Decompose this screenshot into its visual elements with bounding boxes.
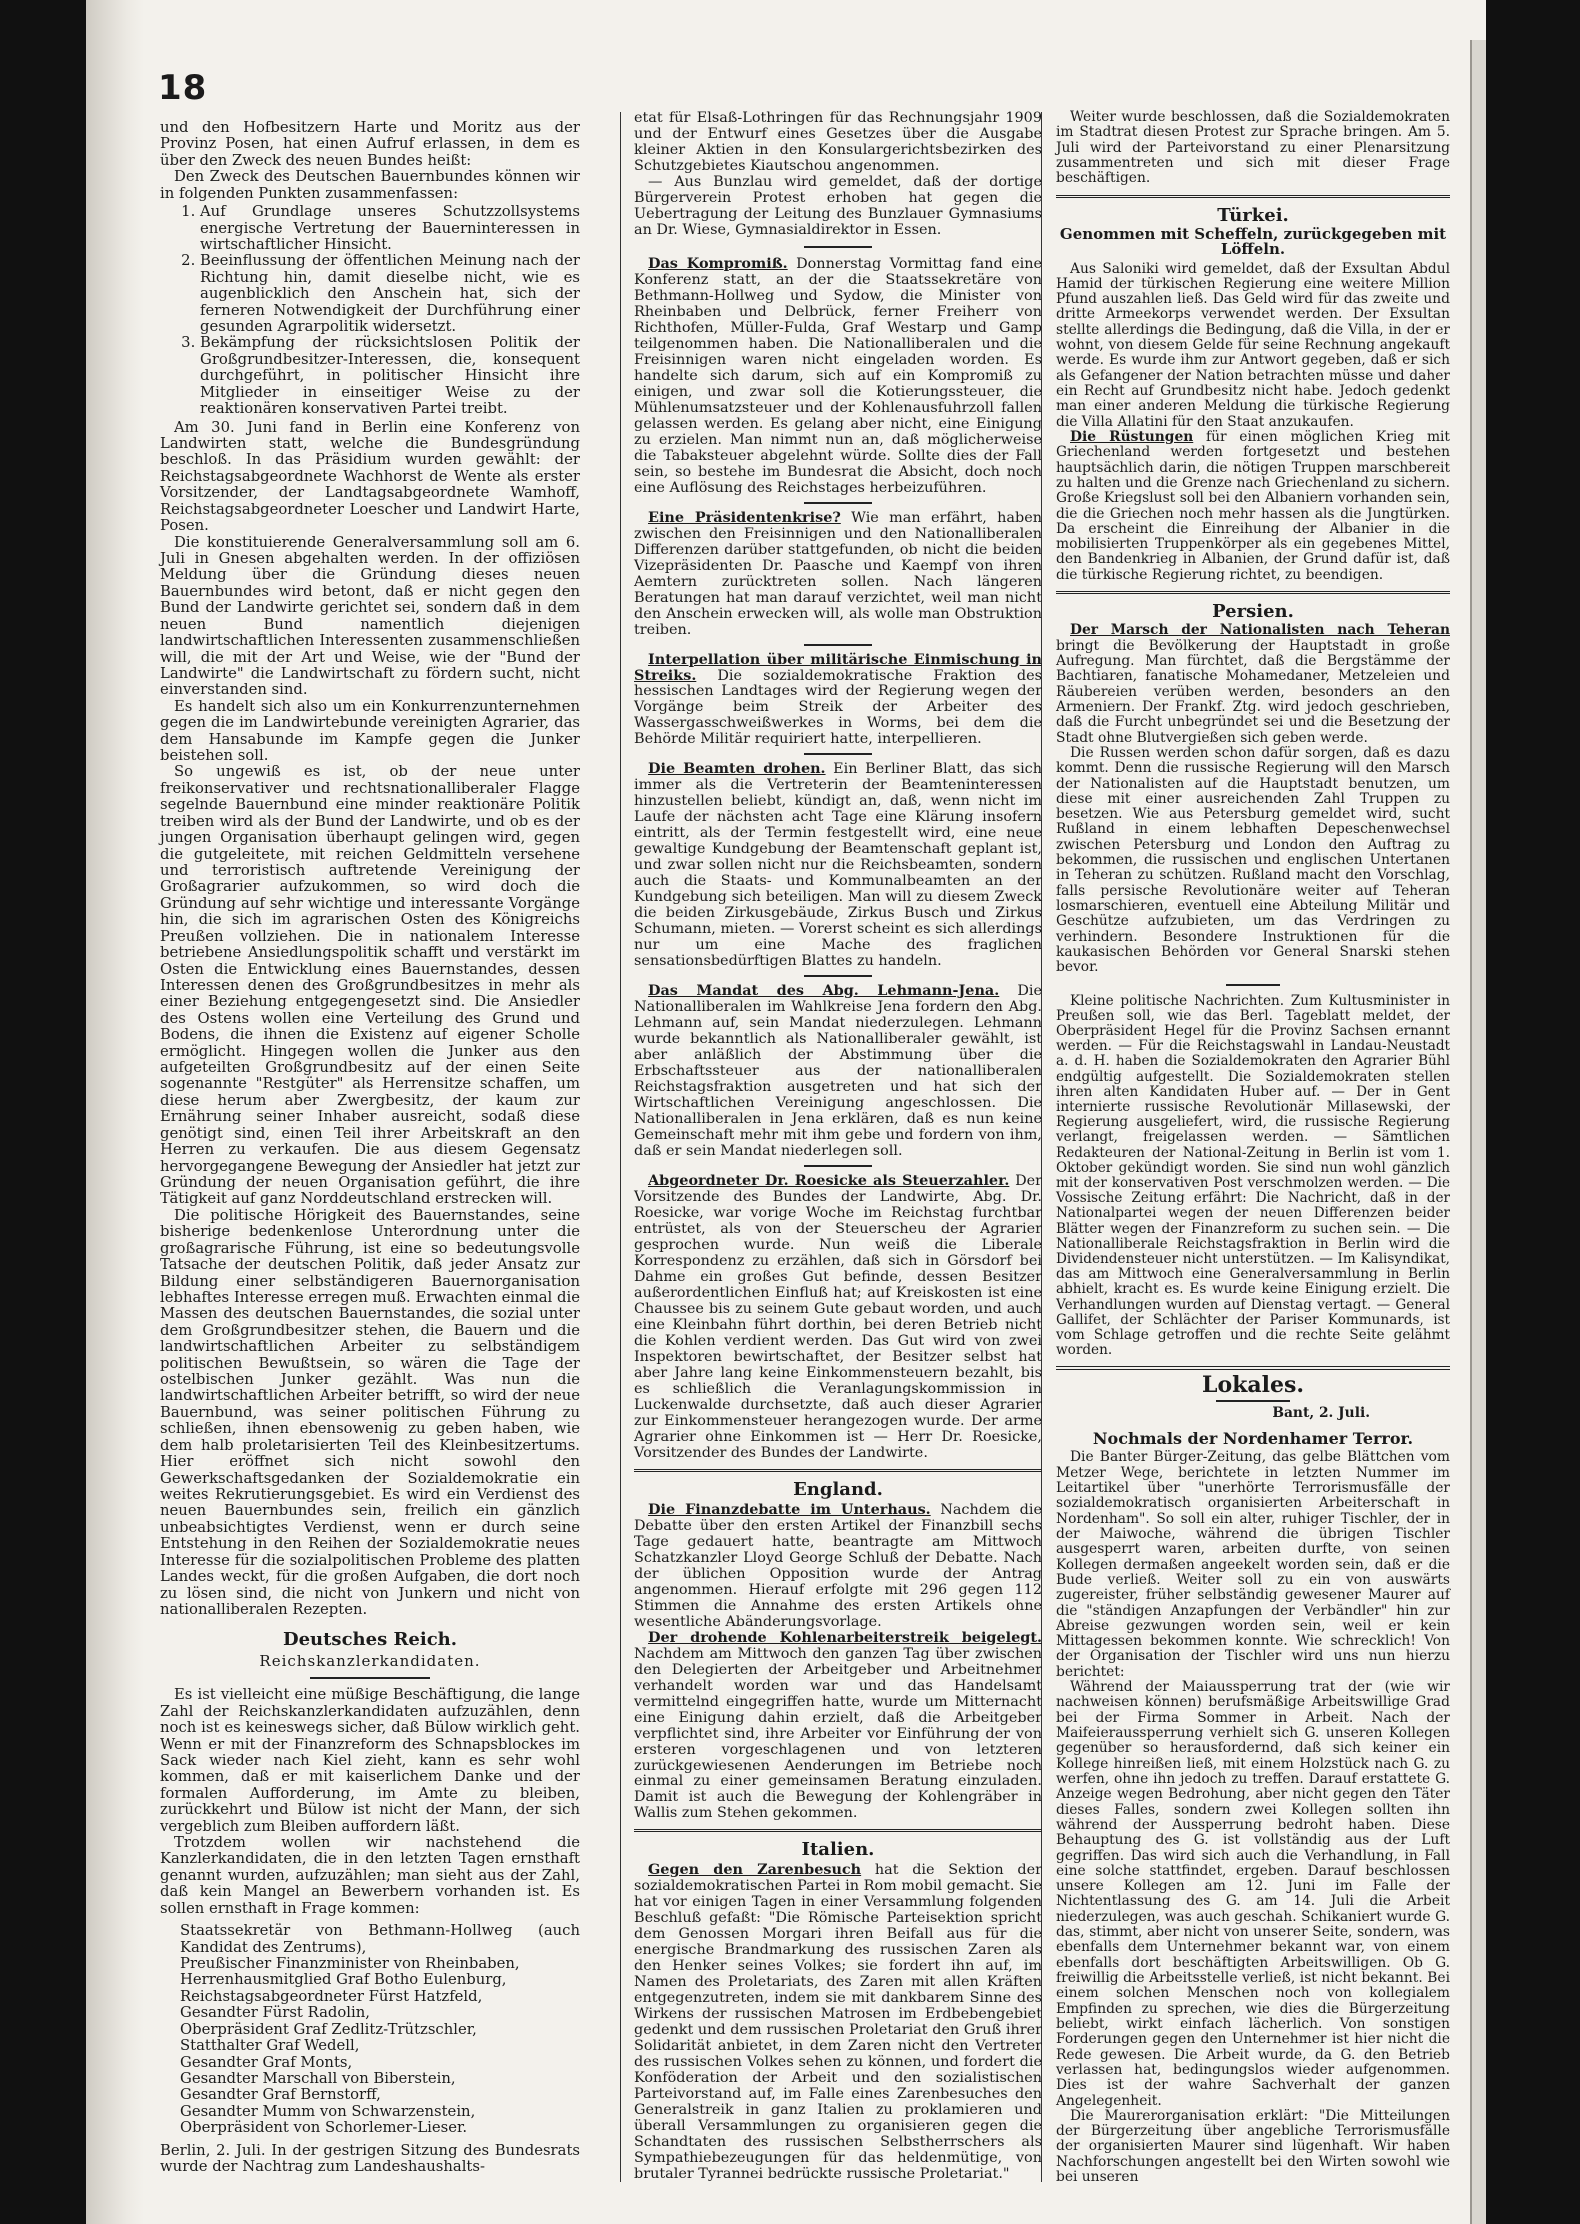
article-text: Nachdem die Debatte über den ersten Artikel der Finanzbill sechs Tage gedauert hatte, beantragte am Mittwoch Schatzkanzler Lloyd George Schluß der Debatte. Nach der üblichen Opposition wurde der Antrag angenommen. Hierauf erfolgte mit 296 gegen 112 Stimmen die Annahme des ersten Artikels ohne wesentliche Abänderungsvorlage. [634, 1501, 1043, 1630]
divider [1056, 1366, 1450, 1370]
scan-border-right [1486, 0, 1580, 2224]
scan-border-left [0, 0, 86, 2224]
paragraph: Es ist vielleicht eine müßige Beschäftigung, die lange Zahl der Reichskanzlerkandidaten aufzuzählen, denn noch ist es keineswegs sicher, daß Bülow wirklich geht. Wenn er mit der Finanzreform des Schnapsblockes im Sack wieder nach Kiel zieht, kann es sehr wohl kommen, daß er mit kaiserlichem Danke und der formalen Aufforderung, im Amte zu bleiben, zurückkehrt und Bülow ist nicht der Mann, der sich vergeblich zum Bleiben auffordern läßt. [160, 1686, 580, 1835]
paragraph: und den Hofbesitzern Harte und Moritz aus der Provinz Posen, hat einen Aufruf erlassen, in dem es über den Zweck des neuen Bundes heißt: [160, 119, 580, 169]
section-heading: Deutsches Reich. [282, 1629, 458, 1651]
article-text: Der Vorsitzende des Bundes der Landwirte, Abg. Dr. Roesicke, war vorige Woche im Reichstag furchtbar entrüstet, als von der Steuerscheu der Agrarier gesprochen wurde. Nun weiß die Liberale Korrespondenz zu erzählen, daß sich in Görsdorf bei Dahme ein großes Gut befinde, dessen Besitzer außerordentlichen Einfluß hat; auf Kreiskosten ist eine Chaussee bis zu seinem Gute gebaut worden, und auch eine Kleinbahn führt dorthin, bei deren Betrieb nicht die Kohlen verdient werden. Das Gut wird von zwei Inspektoren bewirtschaftet, der Besitzer selbst hat aber Jahre lang keine Einkommensteuern bezahlt, bis es schließlich die Veranlagungskommission in Luckenwalde durchsetzte, daß auch dieser Agrarier zur Einkommensteuer herangezogen wurde. Der arme Agrarier ohne Einkommen ist — Herr Dr. Roesicke, Vorsitzender des Bundes der Landwirte. [634, 1173, 1042, 1461]
candidate-name: Oberpräsident Graf Zedlitz-Trützschler, [180, 2020, 477, 2038]
section-heading: Türkei. [1217, 204, 1289, 226]
page-number: 18 [158, 68, 208, 108]
paragraph: Die politische Hörigkeit des Bauernstandes, seine bisherige bedenkenlose Unterordnung unter die großagrarische Führung, ist eine so bedeutungsvolle Tatsache der deutschen Politik, daß jeder Ansatz zur Bildung einer selbständigeren Bauernorganisation lebhaftes Interesse erregen muß. Erwachten einmal die Massen des deutschen Bauernstandes, die sozial unter dem Großgrundbesitzer stehen, die Bauern und die landwirtschaftlichen Arbeiter zu selbständigem politischen Bewußtsein, so wären die Tage der ostelbischen Junker gezählt. Was nun die landwirtschaftlichen Arbeiter betrifft, so wird der neue Bauernbund, was seiner politischen Führung zu schließen, ihnen ebensowenig zu geben haben, wie dem halb proletarisierten Teil des Kleinbesitzertums. Hier eröffnet sich nicht sowohl den Gewerkschaftsgedanken der Sozialdemokratie ein weites Rekrutierungsgebiet. Es wird ein Verdienst des neuen Bauernbundes sein, freilich ein gänzlich unbeabsichtigtes Verdienst, wenn er durch seine Entstehung in den Reihen der Sozialdemokratie neues Interesse für die sozialpolitischen Probleme des platten Landes weckt, für die großen Aufgaben, die dort noch zu lösen sind, die nicht von Junkern und nicht von nationalliberalen Rezepten. [160, 1206, 580, 1618]
binding-edge [86, 0, 144, 2224]
article-heading: Gegen den Zarenbesuch [648, 1861, 862, 1879]
paragraph: Weiter wurde beschlossen, daß die Sozialdemokraten im Stadtrat diesen Protest zur Sprache bringen. Am 5. Juli wird der Parteivorstand zu einer Plenarsitzung zusammentreten und sich mit dieser Frage beschäftigen. [1056, 109, 1450, 187]
divider [804, 246, 872, 248]
page-edge [1470, 40, 1486, 2224]
paragraph: Die Banter Bürger-Zeitung, das gelbe Blättchen vom Metzer Wege, berichtete in letzten Nummer im Leitartikel über "unerhörte Terrorismusfälle der sozialdemokratisch organisierten Arbeiterschaft in Nordenham". So soll ein alter, ruhiger Tischler, der in der Maiwoche, während die übrigen Tischler ausgesperrt waren, arbeiten durfte, von seinen Kollegen dermaßen angeekelt worden sein, daß er die Bude verließ. Weiter soll zu ein von auswärts zugereister, früher selbständig gewesener Maurer auf die "ständigen Anzapfungen der Verbändler" hin zur Abreise gezwungen worden sein, weil er kein Mittagessen bekommen konnte. Wie schrecklich! Von der Organisation der Tischler wird uns nun hierzu berichtet: [1056, 1449, 1450, 1680]
section-heading: England. [793, 1478, 883, 1500]
article-heading: Der drohende Kohlenarbeiterstreik beigelegt. [648, 1628, 1042, 1646]
candidate-name: Oberpräsident von Schorlemer-Lieser. [180, 2119, 468, 2137]
news-briefs: Kleine politische Nachrichten. Zum Kultusminister in Preußen soll, wie das Berl. Tageblatt meldet, der Oberpräsident Hegel für die Provinz Sachsen ernannt werden. — Für die Reichstagswahl in Landau-Neustadt a. d. H. haben die Sozialdemokraten den Agrarier Bühl endgültig aufgestellt. Die Sozialdemokraten stellen ihren alten Kandidaten Huber auf. — Der in Gent internierte russische Revolutionär Millasewski, der Regierung ausgeliefert, wird, die russische Regierung verlangt, freigelassen werden. — Sämtlichen Redakteuren der National-Zeitung in Berlin ist vom 1. Oktober gekündigt worden. Sie sind nun wohl gänzlich mit der konservativen Post verschmolzen werden. — Die Vossische Zeitung erfährt: Die Nachricht, daß in der Nationalpartei wegen der neuen Differenzen beider Blätter wegen der Finanzreform zu suchen sein. — Die Nationalliberale Reichstagsfraktion in Berlin wird die Dividendensteuer nicht unterstützen. — Im Kalisyndikat, das am Mittwoch eine Generalversammlung in Berlin abhielt, kracht es. Es wurde keine Einigung erzielt. Die Verhandlungen wurden auf Dienstag vertagt. — General Gallifet, der Schlächter der Pariser Kommunards, ist vom Schlage getroffen und die rechte Seite gelähmt worden. [1056, 992, 1450, 1359]
divider [804, 502, 872, 504]
article-heading: Abgeordneter Dr. Roesicke als Steuerzahler. [648, 1172, 1010, 1190]
article-heading: Genommen mit Scheffeln, zurückgegeben mit Löffeln. [1059, 224, 1447, 259]
article-text: hat die Sektion der sozialdemokratischen Partei in Rom mobil gemacht. Sie hat vor einigen Tagen in einer Versammlung folgenden Beschluß gefaßt: "Die Römische Parteisektion spricht dem Genossen Morgari ihren Beifall aus für die energische Brandmarkung des russischen Zaren als den Henker seines Volkes; sie fordert ihn auf, im Namen des Proletariats, des Zaren mit allen Kräften entgegenzutreten, indem sie mit dankbarem Sinne des Wirkens der russischen Matrosen im Erdbebengebiet gedenkt und dem russischen Proletariat den Gruß ihrer Solidarität anbietet, in dem Zaren nicht den Vertreter des russischen Volkes sehen zu können, und fordert die Konföderation der Arbeit und den sozialistischen Parteivorstand auf, im Falle eines Zarenbesuches den Generalstreik in ganz Italien zu proklamieren und überall Versammlungen zu organisieren gegen die Schandtaten des russischen Selbstherrschers als Sympathiebezeugungen für das heldenmütige, von brutaler Tyrannei bedrückte russische Proletariat." [634, 1862, 1042, 2183]
paragraph: etat für Elsaß-Lothringen für das Rechnungsjahr 1909 und der Entwurf eines Gesetzes über die Ausgabe kleiner Aktien in den Konsulargerichtsbezirken des Schutzgebietes Kiautschou angenommen. [634, 110, 1042, 174]
paragraph: Aus Saloniki wird gemeldet, daß der Exsultan Abdul Hamid der türkischen Regierung eine weitere Million Pfund auszahlen ließ. Das Geld wird für das zweite und dritte Armeekorps verwendet werden. Der Exsultan stellte allerdings die Bedingung, daß die Villa, in der er wohnt, von diesem Gelde für seine Rechnung angekauft werde. Es wurde ihm zur Antwort gegeben, daß er sich als Gefangener der Nation betrachten müsse und daher ein Recht auf Grundbesitz nicht habe. Jedoch gedenkt man einer anderen Meldung die türkische Regierung die Villa Allatini für den Staat anzukaufen. [1056, 260, 1450, 430]
dateline: Bant, 2. Juli. [1272, 1404, 1370, 1421]
divider [804, 753, 872, 755]
paragraph: Die Russen werden schon dafür sorgen, daß es dazu kommt. Denn die russische Regierung will den Marsch der Nationalisten auf die Hauptstadt benutzen, um diese mit einer ausreichenden Zahl Truppen zu besetzen. Wie aus Petersburg gemeldet wird, sucht Rußland in einem lebhaften Depeschenwechsel zwischen Petersburg und London den Auftrag zu bekommen, die russischen und englischen Untertanen in Teheran zu schützen. Rußland macht den Vorschlag, falls persische Revolutionäre weiter auf Teheran losmarschieren, eventuell eine Abteilung Militär und Geschütze aufzubieten, um das Verdringen zu verhindern. Besondere Instruktionen für die kaukasischen Behörden vor General Snarski stehen bevor. [1056, 744, 1450, 976]
list-item: 1. Auf Grundlage unseres Schutzzollsystems energische Vertretung der Bauerninteressen in wirtschaftlicher Hinsicht. [200, 204, 580, 253]
candidate-list [160, 1923, 580, 2136]
candidate-name: Herrenhausmitglied Graf Botho Eulenburg, [180, 1971, 507, 1989]
paragraph: Am 30. Juni fand in Berlin eine Konferenz von Landwirten statt, welche die Bundesgründung beschloß. In das Präsidium wurden gewählt: der Reichstagsabgeordnete Wachhorst de Wente als erster Vorsitzender, der Landtagsabgeordnete Wamhoff, Reichstagsabgeordneter Loescher und Landwirt Harte, Posen. [160, 418, 580, 535]
divider [1056, 195, 1450, 198]
divider [1216, 1400, 1290, 1402]
paragraph: Die Maurerorganisation erklärt: "Die Mitteilungen der Bürgerzeitung über angebliche Terrorismusfälle der organisierten Maurer sind lügenhaft. Wir haben Nachforschungen angestellt bei den Wirten sowohl wie bei unseren [1056, 2107, 1450, 2186]
candidate-name: Staatssekretär von Bethmann-Hollweg (auch Kandidat des Zentrums), [180, 1922, 580, 1956]
article-text: Wie man erfährt, haben zwischen den Freisinnigen und den Nationalliberalen Differenzen darüber stattgefunden, ob nicht die beiden Vizepräsidenten Dr. Paasche und Kaempf von ihren Aemtern zurücktreten sollen. Nach längeren Beratungen hat man darauf verzichtet, weil man nicht den Anschein erwecken will, als wolle man Obstruktion treiben. [634, 509, 1043, 638]
article-heading: Die Finanzdebatte im Unterhaus. [648, 1500, 931, 1518]
column-1 [160, 120, 580, 2175]
paragraph: Berlin, 2. Juli. In der gestrigen Sitzung des Bundesrats wurde der Nachtrag zum Landeshaushalts- [160, 2141, 580, 2176]
paragraph: Es handelt sich also um ein Konkurrenzunternehmen gegen die im Landwirtebunde vereinigten Agrarier, das dem Hansabunde im Kampfe gegen die Junker beistehen soll. [160, 697, 580, 765]
article-heading: Die Rüstungen [1070, 428, 1194, 445]
article-text: Die sozialdemokratische Fraktion des hessischen Landtages wird der Regierung wegen der Vorgänge beim Streik der Arbeiter des Wassergasschweißwerkes in Worms, bei dem die Behörde Militär requiriert hatte, interpellieren. [634, 667, 1042, 748]
divider [804, 1165, 872, 1167]
column-rule [620, 112, 621, 2182]
candidate-name: Preußischer Finanzminister von Rheinbaben, [180, 1954, 520, 1972]
article-heading: Das Mandat des Abg. Lehmann-Jena. [648, 982, 1000, 1000]
paragraph: Die konstituierende Generalversammlung soll am 6. Juli in Gnesen abgehalten werden. In der offiziösen Meldung über die Gründung dieses neuen Bauernbundes wird betont, daß er nicht gegen den Bund der Landwirte gerichtet sei, sondern daß in dem neuen Bund namentlich diejenigen landwirtschaftlichen Interessenten zusammenschließen will, die mit der Art und Weise, wie der "Bund der Landwirte" die Landwirtschaft zu fördern sucht, nicht einverstanden sind. [160, 533, 580, 699]
article-heading: Der Marsch der Nationalisten nach Teheran [1070, 622, 1450, 639]
article-heading: Interpellation über militärische Einmischung in Streiks. [634, 650, 1042, 684]
list [160, 204, 580, 417]
column-3 [1042, 110, 1450, 2185]
divider [1056, 591, 1450, 594]
column-2 [634, 110, 1042, 2182]
candidate-name: Gesandter Marschall von Biberstein, [180, 2069, 456, 2087]
section-heading: Italien. [801, 1839, 875, 1861]
paragraph: — Aus Bunzlau wird gemeldet, daß der dortige Bürgerverein Protest erhoben hat gegen die Uebertragung der Leitung des Bunzlauer Gymnasiums an Dr. Wiese, Gymnasialdirektor in Essen. [634, 173, 1042, 238]
list-item: 3. Bekämpfung der rücksichtslosen Politik der Großgrundbesitzer-Interessen, die, konsequent durchgeführt, in politischer Hinsicht ihre Mitglieder in einseitiger Weise zu der reaktionären konservativen Partei treibt. [200, 335, 580, 417]
article-text: Ein Berliner Blatt, das sich immer als die Vertreterin der Beamteninteressen hinzustellen beliebt, kündigt an, daß, wenn nicht im Laufe der nächsten acht Tage eine Klärung insofern eintritt, als der Termin festgestellt wird, eine neue gewaltige Kundgebung der Beamtenschaft geplant ist, und zwar sollen nicht nur die Reichsbeamten, sondern auch die Staats- und Kommunalbeamten an der Kundgebung sich beteiligen. Man will zu diesem Zweck die beiden Zirkusgebäude, Zirkus Busch und Zirkus Schumann, mieten. — Vorerst scheint es sich allerdings nur um eine Mache des fraglichen sensationsbedürftigen Blattes zu handeln. [634, 761, 1043, 970]
divider [634, 1469, 1042, 1472]
divider [310, 1677, 430, 1679]
paragraph: Während der Maiaussperrung trat der (wie wir nachweisen können) berufsmäßige Arbeitswillige Grad bei der Firma Sommer in Arbeit. Nach der Maifeieraussperrung verhielt sich G. unseren Kollegen gegenüber so herausfordernd, daß sich keiner ein Kollege hinreißen ließ, mit einem Holzstück nach G. zu werfen, ohne ihn jedoch zu treffen. Darauf erstattete G. Anzeige wegen Bedrohung, aber nicht gegen den Täter dieses Falles, sondern zwei Kollegen sollten ihn während der Aussperrung bedroht haben. Diese Behauptung des G. ist vollständig aus der Luft gegriffen. Das wird sich auch die Verhandlung, in Fall eine solche stattfindet, ergeben. Darauf beschlossen unsere Kollegen am 12. Juni im Falle der Nichtentlassung des G. am 14. Juli die Arbeit niederzulegen, was auch geschah. Schikaniert wurde G. das, stimmt, aber nicht von unserer Seite, sondern, was ebenfalls dem Unternehmer bekannt war, von einem ebenfalls dort beschäftigten Arbeitswilligen. Ob G. freiwillig die Arbeitsstelle verließ, ist nicht bekannt. Bei einem solchen Menschen noch von kollegialem Empfinden zu sprechen, wie dies die Bürgerzeitung beliebt, wirkt einfach lächerlich. Von sonstigen Forderungen gegen den Unternehmer ist hier nicht die Rede gewesen. Die Arbeit wurde, da G. den Betrieb verlassen hat, bedingungslos wieder aufgenommen. Dies ist der wahre Sachverhalt der ganzen Angelegenheit. [1056, 1679, 1450, 2109]
article-text: Die Nationalliberalen im Wahlkreise Jena fordern den Abg. Lehmann auf, sein Mandat niederzulegen. Lehmann wurde bekanntlich als Nationalliberaler gewählt, ist aber anläßlich der Abstimmung über die Erbschaftssteuer aus der nationalliberalen Reichstagsfraktion ausgetreten und hat sich der Wirtschaftlichen Vereinigung angeschlossen. Die Nationalliberalen in Jena erklären, daß es nun keine Gemeinschaft mehr mit ihm gebe und fordern von ihm, daß er sein Mandat niederlegen soll. [634, 983, 1043, 1160]
article-heading: Eine Präsidentenkrise? [648, 508, 841, 526]
article-text: Donnerstag Vormittag fand eine Konferenz statt, an der die Staatssekretäre von Bethmann-Hollweg und Sydow, die Minister von Rheinbaben und Delbrück, ferner Freiherr von Richthofen, Müller-Fulda, Graf Westarp und Gamp teilgenommen haben. Die Nationalliberalen und die Freisinnigen waren nicht eingeladen worden. Es handelte sich darum, sich auf ein Kompromiß zu einigen, und zwar soll die Kotierungssteuer, die Mühlenumsatzsteuer und der Kohlenausfuhrzoll fallen gelassen werden. Es gelang aber nicht, eine Einigung zu erzielen. Man nimmt nun an, daß möglicherweise die Tabaksteuer abgelehnt würde. Sollte dies der Fall sein, so bestehe im Bundesrat die Absicht, doch noch eine Auflösung des Reichstages herbeizuführen. [634, 255, 1043, 496]
divider [804, 975, 872, 977]
paragraph: Den Zweck des Deutschen Bauernbundes können wir in folgenden Punkten zusammenfassen: [160, 168, 580, 202]
candidate-name: Gesandter Fürst Radolin, [180, 2004, 370, 2022]
article-text: für einen möglichen Krieg mit Griechenland werden fortgesetzt und bestehen hauptsächlich darin, die nötigen Truppen marschbereit zu halten und die Grenze nach Griechenland zu sichern. Große Kriegslust soll bei den Albaniern vorhanden sein, die die Griechen noch mehr hassen als die Jungtürken. Da erscheint die Einreihung der Albanier in die mobilisierten Truppenkörper als ein gegebenes Mittel, den Bandenkrieg in Albanien, der Grund dafür ist, daß die türkische Regierung richtet, zu beendigen. [1056, 428, 1450, 583]
divider [804, 644, 872, 646]
candidate-name: Gesandter Mumm von Schwarzenstein, [180, 2102, 476, 2120]
divider [1226, 984, 1280, 986]
article-heading: Die Beamten drohen. [648, 760, 826, 778]
section-subheading: Reichskanzlerkandidaten. [259, 1651, 481, 1670]
article-text: bringt die Bevölkerung der Hauptstadt in große Aufregung. Man fürchtet, daß die Bergstämme der Bachtiaren, fanatische Mohamedaner, Metzeleien und Räubereien verüben werden, besonders an den Armeniern. Der Frankf. Ztg. wird jedoch geschrieben, daß die Furcht unbegründet sei und die Besetzung der Stadt ohne Blutvergießen sich geben werde. [1056, 637, 1450, 746]
article-heading: Nochmals der Nordenhamer Terror. [1092, 1429, 1414, 1449]
section-heading-lokales: Lokales. [1201, 1372, 1305, 1399]
divider [634, 1829, 1042, 1832]
candidate-name: Gesandter Graf Bernstorff, [180, 2086, 381, 2104]
candidate-name: Reichstagsabgeordneter Fürst Hatzfeld, [180, 1987, 483, 2005]
paragraph: Trotzdem wollen wir nachstehend die Kanzlerkandidaten, die in den letzten Tagen ernsthaft genannt wurden, aufzuzählen; man sieht aus der Zahl, daß kein Mangel an Bewerbern vorhanden ist. Es sollen ernsthaft in Frage kommen: [160, 1834, 580, 1917]
article-text: Nachdem am Mittwoch den ganzen Tag über zwischen den Delegierten der Arbeitgeber und Arbeitnehmer verhandelt worden war und das Handelsamt vermittelnd eingegriffen hatte, wurde um Mitternacht eine Einigung dahin erzielt, daß die Arbeitgeber verpflichtet sind, ihre Arbeiter vor Einführung der von ersteren vorgeschlagenen und von letzteren zurückgewiesenen Aenderungen im Betriebe noch einmal zu einer gemeinsamen Beratung einzuladen. Damit ist auch die Bewegung der Kohlengräber in Wallis zum Stehen gekommen. [634, 1645, 1042, 1822]
paragraph: So ungewiß es ist, ob der neue unter freikonservativer und rechtsnationalliberaler Flagge segelnde Bauernbund eine minder reaktionäre Politik treiben wird als der Bund der Landwirte, und ob es der jungen Organisation überhaupt gelingen wird, gegen die gutgeleitete, mit reichen Geldmitteln versehene und terroristisch auftretende Vereinigung der Großagrarier aufzukommen, so wird doch die Gründung auf sehr wichtige und interessante Vorgänge hin, die sich im agrarischen Osten des Königreichs Preußen vollziehen. Die in nationalem Interesse betriebene Ansiedlungspolitik schafft und verstärkt im Osten die Entwicklung eines Bauernstandes, dessen Interessen denen des Großgrundbesitzes in mehr als einer Beziehung entgegengesetzt sind. Die Ansiedler des Ostens wollen eine Verteilung des Grund und Bodens, die ihnen die Existenz auf eigener Scholle ermöglicht. Hingegen wollen die Junker aus den aufgeteilten Großgrundbesitz auf der einen Seite sogenannte "Restgüter" als Herrensitze schaffen, um diese herum aber Zwergbesitz, der kaum zur Ernährung seiner Inhaber ausreicht, sodaß diese genötigt sind, einen Teil ihrer Arbeitskraft an den Herren zu verkaufen. Die aus diesem Gegensatz hervorgegangene Bewegung der Ansiedler hat jetzt zur Gründung der neuen Organisation geführt, die ihre Tätigkeit auf ganz Norddeutschland erstrecken will. [160, 763, 580, 1208]
candidate-name: Statthalter Graf Wedell, [180, 2037, 360, 2055]
newspaper-page [86, 0, 1486, 2224]
candidate-name: Gesandter Graf Monts, [180, 2053, 353, 2071]
article-heading: Das Kompromiß. [648, 254, 788, 272]
list-item: 2. Beeinflussung der öffentlichen Meinung nach der Richtung hin, damit dieselbe nicht, wie es augenblicklich den Anschein hat, sich der ferneren Notwendigkeit der Durchführung einer gesunden Agrarpolitik widersetzt. [200, 253, 580, 335]
section-heading: Persien. [1212, 601, 1294, 623]
